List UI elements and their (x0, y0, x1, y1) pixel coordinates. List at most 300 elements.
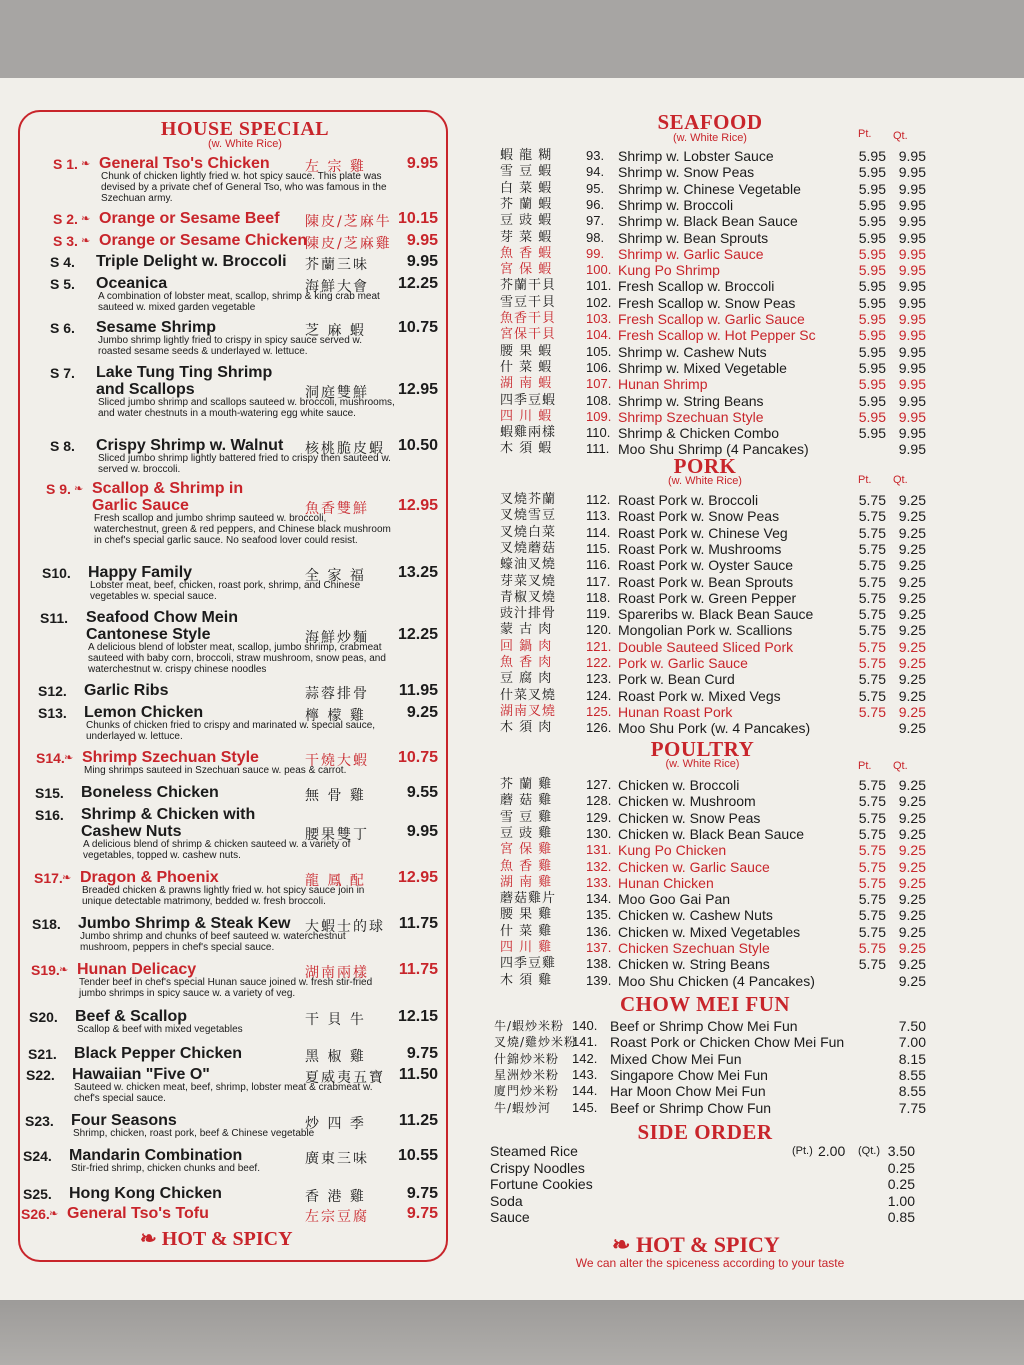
item-chinese-name: 什 菜 雞 (500, 923, 553, 939)
item-name: Roast Pork w. Broccoli (618, 492, 759, 508)
pint-price: 5.75 (858, 524, 886, 541)
pint-price: 5.75 (858, 858, 886, 875)
item-name: Triple Delight w. Broccoli (96, 253, 287, 270)
item-name: Singapore Chow Mei Fun (610, 1066, 768, 1083)
menu-row (490, 425, 926, 442)
item-number: 115. (586, 540, 611, 556)
menu-row (490, 891, 926, 908)
pint-price: 5.95 (858, 164, 886, 181)
item-price: 8.55 (898, 1066, 926, 1083)
menu-row (490, 622, 926, 639)
item-number: 107. (586, 376, 612, 392)
item-description: Chunks of chicken fried to crispy and marinated w. special sauce, underlayed w. lettuce. (86, 720, 376, 742)
item-description: Sauteed w. chicken meat, beef, shrimp, lobster meat & crabmeat w. chef's special sauce. (74, 1082, 373, 1104)
item-name: Roast Pork w. Bean Sprouts (618, 573, 794, 590)
item-number: 132. (586, 858, 612, 874)
item-number: 140. (572, 1018, 598, 1033)
item-chinese-name: 蘑 菇 雞 (500, 793, 553, 809)
item-name: Beef or Shrimp Chow Mei Fun (610, 1018, 798, 1034)
item-name: Shrimp Szechuan Style (618, 408, 764, 425)
pint-price: 5.75 (858, 687, 886, 704)
pint-price: 5.75 (858, 923, 886, 940)
chow-mei-fun-title: CHOW MEI FUN (619, 992, 791, 1016)
item-number: 127. (586, 777, 612, 792)
pint-price: 5.75 (858, 842, 886, 859)
item-code: S 1. (53, 156, 78, 172)
item-chinese-name: 芥 蘭 蝦 (500, 196, 553, 212)
item-chinese-name: 叉燒蘑菇 (500, 540, 557, 556)
item-code: S21. (28, 1046, 57, 1062)
item-name: Shrimp w. String Beans (618, 392, 764, 409)
hot-spicy-label: HOT & SPICY (635, 1232, 780, 1257)
item-code: S17. (34, 870, 63, 886)
pint-price: 5.95 (858, 245, 886, 262)
menu-row (490, 907, 926, 924)
item-description: Chunk of chicken lightly fried w. hot spicy sauce. This plate was devised by a private chef of General Tso, who was famous in the Szechuan army. (101, 171, 387, 204)
item-number: 102. (586, 294, 612, 310)
item-code: S14. (36, 750, 65, 766)
quart-price: 9.25 (898, 858, 926, 875)
menu-row (490, 777, 926, 793)
item-price: 12.25 (397, 275, 438, 292)
item-name: Mandarin Combination (69, 1147, 243, 1164)
quart-price: 9.95 (898, 294, 926, 311)
menu-row (490, 213, 926, 230)
quart-price: 9.25 (898, 573, 926, 590)
menu-row (490, 196, 926, 213)
item-price: 12.95 (397, 497, 438, 514)
menu-row (490, 1066, 926, 1083)
item-number: 128. (586, 793, 612, 809)
menu-row (490, 343, 926, 360)
item-chinese-name: 宮 保 雞 (500, 842, 553, 858)
item-number: 103. (586, 311, 612, 326)
quart-price: 9.25 (898, 825, 926, 842)
quart-price: 9.25 (898, 638, 926, 655)
item-number: 129. (586, 809, 612, 825)
menu-row (490, 1099, 926, 1116)
item-chinese-name: 木 須 蝦 (500, 441, 553, 457)
quart-price: 9.95 (898, 213, 926, 230)
menu-row (490, 1209, 920, 1225)
item-chinese-name: 蘑菇雞片 (500, 891, 557, 907)
pint-price: 5.95 (858, 311, 886, 327)
item-name: Double Sauteed Sliced Pork (618, 638, 794, 655)
pint-price: 5.95 (858, 359, 886, 376)
pint-price: 5.75 (858, 638, 886, 655)
house-special-subtitle: (w. White Rice) (208, 138, 282, 150)
item-chinese-name: 什 菜 蝦 (500, 359, 553, 375)
menu-row (490, 842, 926, 859)
item-name: Moo Shu Chicken (4 Pancakes) (618, 972, 815, 989)
quart-price: 9.25 (898, 940, 926, 956)
item-chinese-name: 青椒叉燒 (500, 589, 557, 605)
item-chinese-name: 腰 果 蝦 (500, 343, 553, 359)
item-name: Chicken w. Mushroom (618, 793, 756, 810)
item-code: S 6. (50, 320, 75, 336)
item-chinese-name: 湖 南 蝦 (500, 376, 553, 392)
menu-row (490, 148, 926, 164)
item-name: Moo Shu Shrimp (4 Pancakes) (618, 441, 809, 458)
pint-price: 5.75 (858, 589, 886, 606)
item-name: Shrimp w. Chinese Vegetable (618, 180, 801, 197)
item-price: 10.15 (397, 210, 438, 227)
item-name: Shrimp Szechuan Style (82, 749, 259, 766)
item-name: Roast Pork w. Chinese Veg (618, 524, 788, 541)
menu-row (490, 972, 926, 989)
item-chinese-name: 木 須 肉 (500, 720, 553, 736)
menu-row (490, 671, 926, 688)
item-description: Tender beef in chef's special Hunan sauce joined w. fresh stir-fried jumbo shrimps in spicy sauce w. a variety of veg. (79, 977, 373, 999)
pint-price: 5.75 (858, 956, 886, 973)
item-name: Shrimp w. Cashew Nuts (618, 343, 767, 360)
item-chinese-name: 湖南叉燒 (500, 703, 557, 719)
menu-row (490, 492, 926, 508)
quart-price: 9.95 (898, 359, 926, 376)
quart-price: 9.25 (898, 777, 926, 793)
item-code: S25. (23, 1186, 52, 1202)
item-number: 122. (586, 655, 612, 670)
seafood-title: SEAFOOD (657, 110, 763, 134)
item-price: 11.25 (398, 1112, 438, 1129)
item-chinese-name: 芽菜叉燒 (500, 573, 557, 589)
item-chinese-name: 洞庭雙鮮 (305, 385, 369, 401)
item-name: Soda (490, 1192, 523, 1209)
menu-row (490, 1050, 926, 1067)
item-price: 3.50 (887, 1143, 915, 1159)
item-number: 104. (586, 327, 612, 343)
item-chinese-name: 木 須 雞 (500, 972, 553, 988)
quart-price: 9.95 (898, 245, 926, 262)
quart-price: 9.25 (898, 972, 926, 989)
item-name: General Tso's Chicken (99, 155, 270, 172)
item-description: Scallop & beef with mixed vegetables (77, 1024, 243, 1035)
item-chinese-name: 蝦 龍 糊 (500, 148, 553, 163)
pint-price: 5.75 (858, 540, 886, 557)
item-number: 117. (586, 573, 611, 589)
item-number: 95. (586, 180, 605, 196)
item-name: Mixed Chow Mei Fun (610, 1050, 742, 1067)
pepper-icon: ❧ (74, 483, 84, 495)
item-chinese-name: 湖南兩樣 (305, 965, 369, 981)
item-chinese-name: 豉汁排骨 (500, 606, 557, 622)
item-price: 9.95 (406, 155, 438, 172)
pepper-icon: ❧ (59, 964, 69, 976)
item-chinese-name: 四 川 雞 (500, 940, 553, 955)
item-number: 137. (586, 940, 612, 955)
pint-price: 5.95 (858, 213, 886, 230)
item-name: Four Seasons (71, 1112, 177, 1129)
item-number: 130. (586, 825, 612, 841)
item-chinese-name: 蠔油叉燒 (500, 557, 557, 573)
item-name: Roast Pork or Chicken Chow Mei Fun (610, 1034, 845, 1051)
item-price: 7.00 (898, 1034, 926, 1051)
item-name: Chicken w. Garlic Sauce (618, 858, 770, 875)
item-name: Fresh Scallop w. Snow Peas (618, 294, 796, 311)
menu-row (490, 229, 926, 246)
pepper-icon: ❧ (64, 752, 74, 764)
item-chinese-name: 大蝦士的球 (305, 919, 385, 935)
item-name: Har Moon Chow Mei Fun (610, 1083, 766, 1100)
pint-price: 5.95 (858, 196, 886, 213)
menu-row (490, 164, 926, 181)
item-name: Chicken w. String Beans (618, 956, 770, 973)
item-name: Chicken w. Black Bean Sauce (618, 825, 804, 842)
item-number: 144. (572, 1083, 598, 1099)
item-chinese-name: 叉燒白菜 (500, 524, 557, 540)
menu-row (490, 874, 926, 891)
item-code: S 4. (50, 254, 75, 270)
pint-price: 5.75 (858, 907, 886, 924)
item-chinese-name: 檸 檬 雞 (305, 708, 366, 724)
menu-row (490, 809, 926, 826)
item-number: 96. (586, 196, 605, 212)
item-chinese-name: 叉燒/雞炒米粉 (494, 1035, 578, 1050)
menu-row (490, 956, 926, 973)
item-code: S26. (21, 1206, 50, 1222)
item-name-line2: Cashew Nuts (81, 823, 182, 840)
item-code: S23. (25, 1113, 54, 1129)
item-number: 105. (586, 343, 612, 359)
item-description: A delicious blend of lobster meat, scallop, jumbo shrimp, crabmeat sauteed with baby corn, broccoli, straw mushroom, snow peas, and waterchestnut w. crispy chinese noodles (88, 642, 386, 675)
item-name: Hawaiian "Five O" (72, 1066, 210, 1083)
quart-price: 9.95 (898, 229, 926, 246)
item-code: S11. (40, 610, 69, 626)
item-name: Shrimp & Chicken Combo (618, 425, 780, 442)
item-code: S 3. (53, 233, 78, 249)
item-name-line2: and Scallops (96, 381, 195, 398)
quart-price: 9.25 (898, 703, 926, 720)
item-price: 9.55 (406, 784, 438, 801)
item-price: 0.25 (887, 1159, 915, 1176)
item-chinese-name: 四季豆雞 (500, 956, 557, 972)
quart-price: 9.25 (898, 492, 926, 508)
item-name: Lake Tung Ting Shrimp (96, 364, 273, 381)
poultry-subtitle: (w. White Rice) (665, 758, 740, 770)
item-description: Breaded chicken & prawns lightly fried w. hot spicy sauce join in unique detectable matrimony, bedded w. fresh broccoli. (82, 885, 365, 907)
pint-price: 5.75 (858, 809, 886, 826)
item-name: Steamed Rice (490, 1143, 578, 1159)
pint-price: 5.75 (858, 557, 886, 574)
menu-row (490, 923, 926, 940)
item-chinese-name: 豆 豉 蝦 (500, 213, 553, 229)
quart-price: 9.25 (898, 622, 926, 639)
pork-title: PORK (673, 454, 737, 478)
pork-pt-header: Pt. (858, 474, 872, 486)
item-name: Kung Po Chicken (618, 842, 727, 859)
item-chinese-name: 海鮮大會 (305, 279, 369, 295)
item-name: Beef or Shrimp Chow Fun (610, 1099, 772, 1116)
pint-price: 5.75 (858, 492, 886, 508)
menu-row (490, 359, 926, 376)
item-name: Crispy Shrimp w. Walnut (96, 437, 284, 454)
quart-price: 9.95 (898, 148, 926, 164)
item-number: 125. (586, 703, 612, 719)
item-name: Hong Kong Chicken (69, 1185, 222, 1202)
item-name: Hunan Delicacy (77, 961, 197, 978)
item-price: 0.25 (887, 1176, 915, 1192)
quart-price: 9.25 (898, 720, 926, 737)
menu-row (490, 1143, 920, 1159)
item-number: 108. (586, 392, 612, 408)
quart-price: 9.95 (898, 262, 926, 279)
item-price: 12.95 (397, 869, 438, 886)
pint-price: 5.95 (858, 180, 886, 197)
item-price: 11.75 (398, 915, 438, 932)
item-chinese-name: 魚 香 蝦 (500, 245, 553, 261)
item-name: Chicken w. Snow Peas (618, 809, 761, 826)
pint-price: 5.95 (858, 229, 886, 246)
item-name: Dragon & Phoenix (80, 869, 219, 886)
item-description: A delicious blend of shrimp & chicken sauteed w. a variety of vegetables, topped w. cashew nuts. (83, 839, 351, 861)
item-code: S 9. (46, 481, 71, 497)
item-name: Roast Pork w. Oyster Sauce (618, 557, 794, 574)
menu-row (490, 687, 926, 704)
item-name: Moo Shu Pork (w. 4 Pancakes) (618, 720, 811, 737)
item-chinese-name: 宮 保 蝦 (500, 262, 553, 278)
pint-price: 5.75 (858, 622, 886, 639)
item-price: 9.75 (406, 1205, 438, 1222)
item-name: Boneless Chicken (81, 784, 219, 801)
item-chinese-name: 四季豆蝦 (500, 392, 557, 408)
item-chinese-name: 魚香雙鮮 (305, 501, 369, 517)
pint-price: 5.95 (858, 262, 886, 279)
item-name: Fresh Scallop w. Hot Pepper Sc (618, 327, 816, 344)
item-name: Spareribs w. Black Bean Sauce (618, 606, 814, 623)
item-chinese-name: 左 宗 雞 (305, 159, 366, 175)
item-number: 106. (586, 359, 612, 375)
item-chinese-name: 什錦炒米粉 (494, 1051, 560, 1066)
item-chinese-name: 腰果雙丁 (305, 827, 369, 843)
pint-price: 5.75 (858, 940, 886, 956)
quart-price: 9.25 (898, 508, 926, 525)
item-name: Beef & Scallop (75, 1008, 188, 1025)
item-description: Sliced jumbo shrimp lightly battered fried to crispy then sauteed w. served w. broccoli. (98, 453, 391, 475)
pint-price: 5.95 (858, 425, 886, 442)
item-price: 10.75 (397, 319, 438, 336)
item-number: 116. (586, 557, 611, 573)
pork-qt-header: Qt. (893, 474, 908, 486)
quart-price: 9.95 (898, 180, 926, 197)
menu-row (490, 180, 926, 197)
quart-price: 9.25 (898, 923, 926, 940)
item-chinese-name: 雪豆干貝 (500, 294, 557, 310)
item-number: 121. (586, 638, 612, 654)
item-number: 142. (572, 1050, 598, 1066)
house-special-footer (140, 1226, 293, 1251)
pint-price: 5.75 (858, 703, 886, 720)
item-name: Lemon Chicken (84, 704, 204, 721)
item-number: 123. (586, 671, 612, 687)
item-code: S12. (38, 683, 67, 699)
item-chinese-name: 魚 香 肉 (500, 655, 553, 670)
item-number: 120. (586, 622, 612, 638)
item-price: 10.75 (397, 749, 438, 766)
item-name: Hunan Roast Pork (618, 703, 733, 720)
item-chinese-name: 廣東三味 (305, 1151, 369, 1167)
item-price: 9.95 (406, 232, 438, 249)
item-number: 98. (586, 229, 605, 245)
item-name: Hunan Chicken (618, 874, 714, 891)
item-number: 131. (586, 842, 612, 858)
item-code: S 8. (50, 438, 75, 454)
item-code: S24. (23, 1148, 52, 1164)
menu-row (490, 327, 926, 344)
pint-price: 5.95 (858, 376, 886, 393)
item-chinese-name: 牛/蝦炒河 (494, 1100, 552, 1115)
menu-row (490, 524, 926, 541)
item-number: 110. (586, 425, 611, 441)
item-chinese-name: 芝 麻 蝦 (305, 323, 366, 339)
seafood-pt-header: Pt. (858, 128, 872, 140)
item-description: A combination of lobster meat, scallop, shrimp & king crab meat sauteed w. mixed garden vegetable (98, 291, 380, 313)
item-number: 143. (572, 1066, 598, 1082)
quart-price: 9.25 (898, 809, 926, 826)
menu-row (490, 1176, 920, 1192)
seafood-qt-header: Qt. (893, 130, 908, 142)
item-name: Chicken w. Broccoli (618, 777, 740, 793)
pork-subtitle: (w. White Rice) (668, 475, 742, 487)
item-name: Roast Pork w. Mixed Vegs (618, 687, 781, 704)
item-number: 139. (586, 972, 612, 988)
item-price: 12.15 (397, 1008, 438, 1025)
item-name: Happy Family (88, 564, 193, 581)
item-number: 114. (586, 524, 611, 540)
item-chinese-name: 什菜叉燒 (500, 687, 557, 703)
pint-price: 5.95 (858, 294, 886, 311)
item-code: S 5. (50, 276, 75, 292)
item-number: 136. (586, 923, 612, 939)
item-description: Ming shrimps sauteed in Szechuan sauce w. peas & carrot. (84, 765, 347, 776)
item-chinese-name: 宮保干貝 (500, 327, 557, 343)
item-chinese-name: 蝦雞兩樣 (500, 425, 557, 441)
item-chinese-name: 芥 蘭 雞 (500, 777, 553, 792)
quart-price: 9.25 (898, 540, 926, 557)
item-code: S22. (26, 1067, 55, 1083)
item-price: 0.85 (887, 1209, 915, 1225)
menu-row (490, 508, 926, 525)
item-name: Garlic Ribs (84, 682, 169, 699)
item-name: Kung Po Shrimp (618, 262, 720, 279)
quart-price: 9.95 (898, 392, 926, 409)
item-chinese-name: 無 骨 雞 (305, 788, 366, 804)
menu-row (490, 392, 926, 409)
item-number: 145. (572, 1099, 598, 1115)
pint-price: 5.75 (858, 655, 886, 671)
item-chinese-name: 全 家 福 (305, 568, 366, 584)
quart-price: 9.95 (898, 408, 926, 425)
item-number: 97. (586, 213, 605, 229)
quart-price: 9.95 (898, 196, 926, 213)
item-name: Oceanica (96, 275, 168, 292)
item-number: 111. (586, 441, 610, 457)
item-code: S18. (32, 916, 61, 932)
menu-row (490, 720, 926, 737)
item-description: Jumbo shrimp and chunks of beef sauteed w. waterchestnut mushroom, peppers in chef's special sauce. (80, 931, 346, 953)
menu-row (490, 606, 926, 623)
item-chinese-name: 叉燒雪豆 (500, 508, 557, 524)
quart-price: 9.95 (898, 376, 926, 393)
item-chinese-name: 廈門炒米粉 (494, 1084, 560, 1099)
item-chinese-name: 芥蘭三味 (305, 257, 369, 273)
item-chinese-name: 左宗豆腐 (305, 1209, 369, 1225)
item-name: Shrimp & Chicken with (81, 806, 256, 823)
item-name: Chicken w. Mixed Vegetables (618, 923, 801, 940)
item-price: 9.95 (406, 823, 438, 840)
item-chinese-name: 豆 腐 肉 (500, 671, 553, 687)
item-number: 126. (586, 720, 612, 736)
item-chinese-name: 干燒大蝦 (305, 753, 369, 769)
